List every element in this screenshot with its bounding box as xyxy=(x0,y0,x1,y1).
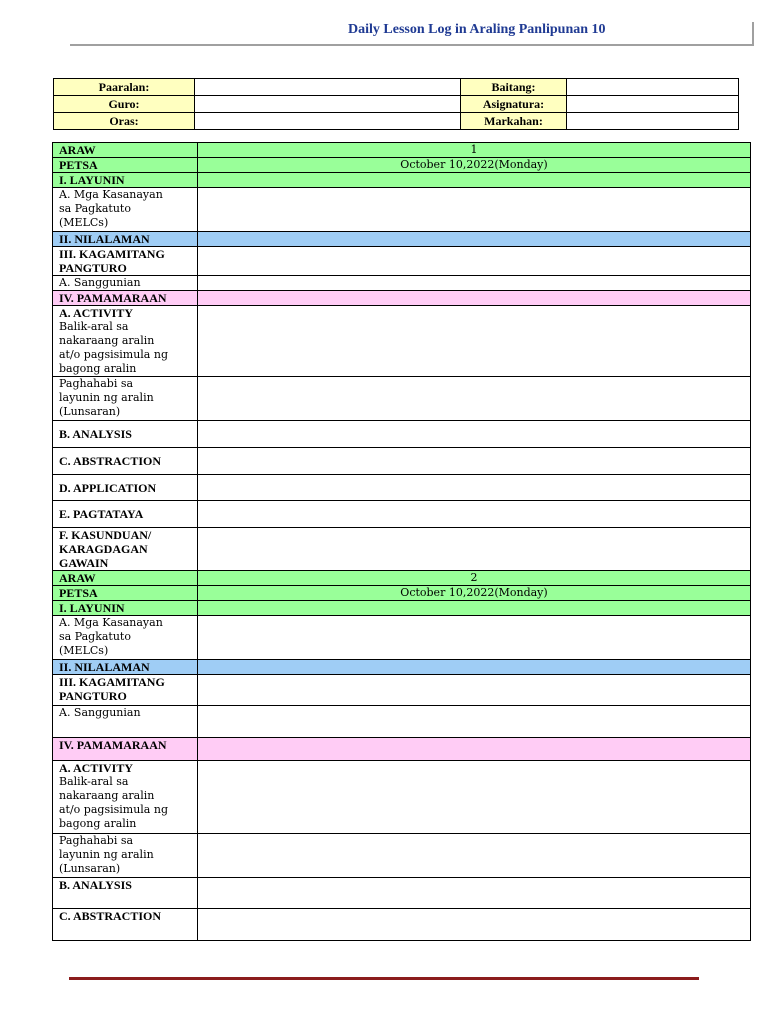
info-row xyxy=(54,96,739,113)
analysis-label: B. ANALYSIS xyxy=(53,878,198,909)
paghahabi-label xyxy=(53,834,198,878)
activity-label xyxy=(53,306,198,377)
sanggunian-cell[interactable] xyxy=(198,706,751,738)
analysis-cell[interactable] xyxy=(198,878,751,909)
oras-label: Oras: xyxy=(54,113,195,130)
analysis-row xyxy=(53,421,751,448)
analysis-cell[interactable] xyxy=(198,421,751,448)
baitang-label: Baitang: xyxy=(461,79,567,96)
text-line: A. Mga Kasanayan xyxy=(59,188,163,201)
paaralan-label: Paaralan: xyxy=(54,79,195,96)
asignatura-value[interactable] xyxy=(567,96,739,113)
araw-label: ARAW xyxy=(53,571,198,586)
pamamaraan-row xyxy=(53,738,751,761)
nilalaman-row xyxy=(53,232,751,247)
markahan-label: Markahan: xyxy=(461,113,567,130)
nilalaman-cell xyxy=(198,232,751,247)
petsa-value: October 10,2022(Monday) xyxy=(198,586,751,601)
layunin-label: I. LAYUNIN xyxy=(53,173,198,188)
text-line: bagong aralin xyxy=(59,817,137,830)
text-line: F. KASUNDUAN/ xyxy=(59,528,152,542)
sanggunian-label: A. Sanggunian xyxy=(53,276,198,291)
layunin-row xyxy=(53,173,751,188)
application-row xyxy=(53,475,751,501)
activity-row xyxy=(53,761,751,834)
kagamitan-label xyxy=(53,247,198,276)
kasanayan-label xyxy=(53,188,198,232)
info-row xyxy=(54,113,739,130)
kasanayan-cell[interactable] xyxy=(198,188,751,232)
nilalaman-cell xyxy=(198,660,751,675)
layunin-cell xyxy=(198,601,751,616)
text-line: layunin ng aralin xyxy=(59,848,154,861)
text-line: A. ACTIVITY xyxy=(59,761,134,775)
lesson-log-table xyxy=(52,142,751,941)
text-line: KARAGDAGAN xyxy=(59,542,148,556)
analysis-label: B. ANALYSIS xyxy=(53,421,198,448)
paghahabi-label xyxy=(53,377,198,421)
text-line: at/o pagsisimula ng xyxy=(59,803,168,816)
abstraction-row xyxy=(53,448,751,475)
araw-label: ARAW xyxy=(53,143,198,158)
guro-label: Guro: xyxy=(54,96,195,113)
abstraction-row xyxy=(53,909,751,941)
nilalaman-row xyxy=(53,660,751,675)
text-line: nakaraang aralin xyxy=(59,789,155,802)
text-line: Paghahabi sa xyxy=(59,377,134,390)
activity-cell[interactable] xyxy=(198,761,751,834)
pamamaraan-cell xyxy=(198,738,751,761)
kasanayan-label xyxy=(53,616,198,660)
paghahabi-cell[interactable] xyxy=(198,377,751,421)
kasunduan-row xyxy=(53,528,751,571)
text-line: (MELCs) xyxy=(59,644,109,657)
araw-row xyxy=(53,143,751,158)
text-line: PANGTURO xyxy=(59,261,127,275)
kagamitan-row xyxy=(53,247,751,276)
text-line: A. Mga Kasanayan xyxy=(59,616,163,629)
info-row xyxy=(54,79,739,96)
pamamaraan-label: IV. PAMAMARAAN xyxy=(53,738,198,761)
school-info-table xyxy=(53,78,739,130)
activity-row xyxy=(53,306,751,377)
abstraction-label: C. ABSTRACTION xyxy=(53,909,198,941)
page-title: Daily Lesson Log in Araling Panlipunan 10 xyxy=(348,22,606,37)
pagtataya-label: E. PAGTATAYA xyxy=(53,501,198,528)
kasunduan-label xyxy=(53,528,198,571)
layunin-cell xyxy=(198,173,751,188)
text-line: sa Pagkatuto xyxy=(59,630,131,643)
text-line: sa Pagkatuto xyxy=(59,202,131,215)
abstraction-cell[interactable] xyxy=(198,448,751,475)
paghahabi-row xyxy=(53,377,751,421)
application-label: D. APPLICATION xyxy=(53,475,198,501)
petsa-row xyxy=(53,586,751,601)
text-line: (MELCs) xyxy=(59,216,109,229)
asignatura-label: Asignatura: xyxy=(461,96,567,113)
kagamitan-row xyxy=(53,675,751,706)
text-line: bagong aralin xyxy=(59,362,137,375)
text-line: (Lunsaran) xyxy=(59,862,121,875)
petsa-row xyxy=(53,158,751,173)
abstraction-cell[interactable] xyxy=(198,909,751,941)
text-line: Balik-aral sa xyxy=(59,320,129,333)
text-line: A. ACTIVITY xyxy=(59,306,134,320)
text-line: layunin ng aralin xyxy=(59,391,154,404)
kasanayan-row xyxy=(53,188,751,232)
kasunduan-cell[interactable] xyxy=(198,528,751,571)
kasanayan-row xyxy=(53,616,751,660)
petsa-label: PETSA xyxy=(53,158,198,173)
text-line: PANGTURO xyxy=(59,689,127,703)
oras-value[interactable] xyxy=(195,113,461,130)
pagtataya-cell[interactable] xyxy=(198,501,751,528)
header-rule-vertical xyxy=(752,22,754,46)
kagamitan-cell[interactable] xyxy=(198,675,751,706)
text-line: nakaraang aralin xyxy=(59,334,155,347)
araw-value: 2 xyxy=(198,571,751,586)
pamamaraan-row xyxy=(53,291,751,306)
paghahabi-row xyxy=(53,834,751,878)
text-line: Paghahabi sa xyxy=(59,834,134,847)
sanggunian-label: A. Sanggunian xyxy=(53,706,198,738)
markahan-value[interactable] xyxy=(567,113,739,130)
abstraction-label: C. ABSTRACTION xyxy=(53,448,198,475)
text-line: at/o pagsisimula ng xyxy=(59,348,168,361)
araw-row xyxy=(53,571,751,586)
analysis-row xyxy=(53,878,751,909)
text-line: GAWAIN xyxy=(59,556,109,570)
kasanayan-cell[interactable] xyxy=(198,616,751,660)
kagamitan-label xyxy=(53,675,198,706)
application-cell[interactable] xyxy=(198,475,751,501)
text-line: III. KAGAMITANG xyxy=(59,675,165,689)
guro-value[interactable] xyxy=(195,96,461,113)
paaralan-value[interactable] xyxy=(195,79,461,96)
text-line: (Lunsaran) xyxy=(59,405,121,418)
paghahabi-cell[interactable] xyxy=(198,834,751,878)
petsa-value: October 10,2022(Monday) xyxy=(198,158,751,173)
sanggunian-row xyxy=(53,706,751,738)
baitang-value[interactable] xyxy=(567,79,739,96)
layunin-label: I. LAYUNIN xyxy=(53,601,198,616)
kagamitan-cell[interactable] xyxy=(198,247,751,276)
text-line: Balik-aral sa xyxy=(59,775,129,788)
sanggunian-cell[interactable] xyxy=(198,276,751,291)
araw-value: 1 xyxy=(198,143,751,158)
sanggunian-row xyxy=(53,276,751,291)
text-line: III. KAGAMITANG xyxy=(59,247,165,261)
activity-label xyxy=(53,761,198,834)
layunin-row xyxy=(53,601,751,616)
nilalaman-label: II. NILALAMAN xyxy=(53,232,198,247)
pamamaraan-label: IV. PAMAMARAAN xyxy=(53,291,198,306)
footer-rule xyxy=(69,977,699,980)
header-rule xyxy=(70,44,754,46)
petsa-label: PETSA xyxy=(53,586,198,601)
nilalaman-label: II. NILALAMAN xyxy=(53,660,198,675)
pamamaraan-cell xyxy=(198,291,751,306)
pagtataya-row xyxy=(53,501,751,528)
activity-cell[interactable] xyxy=(198,306,751,377)
